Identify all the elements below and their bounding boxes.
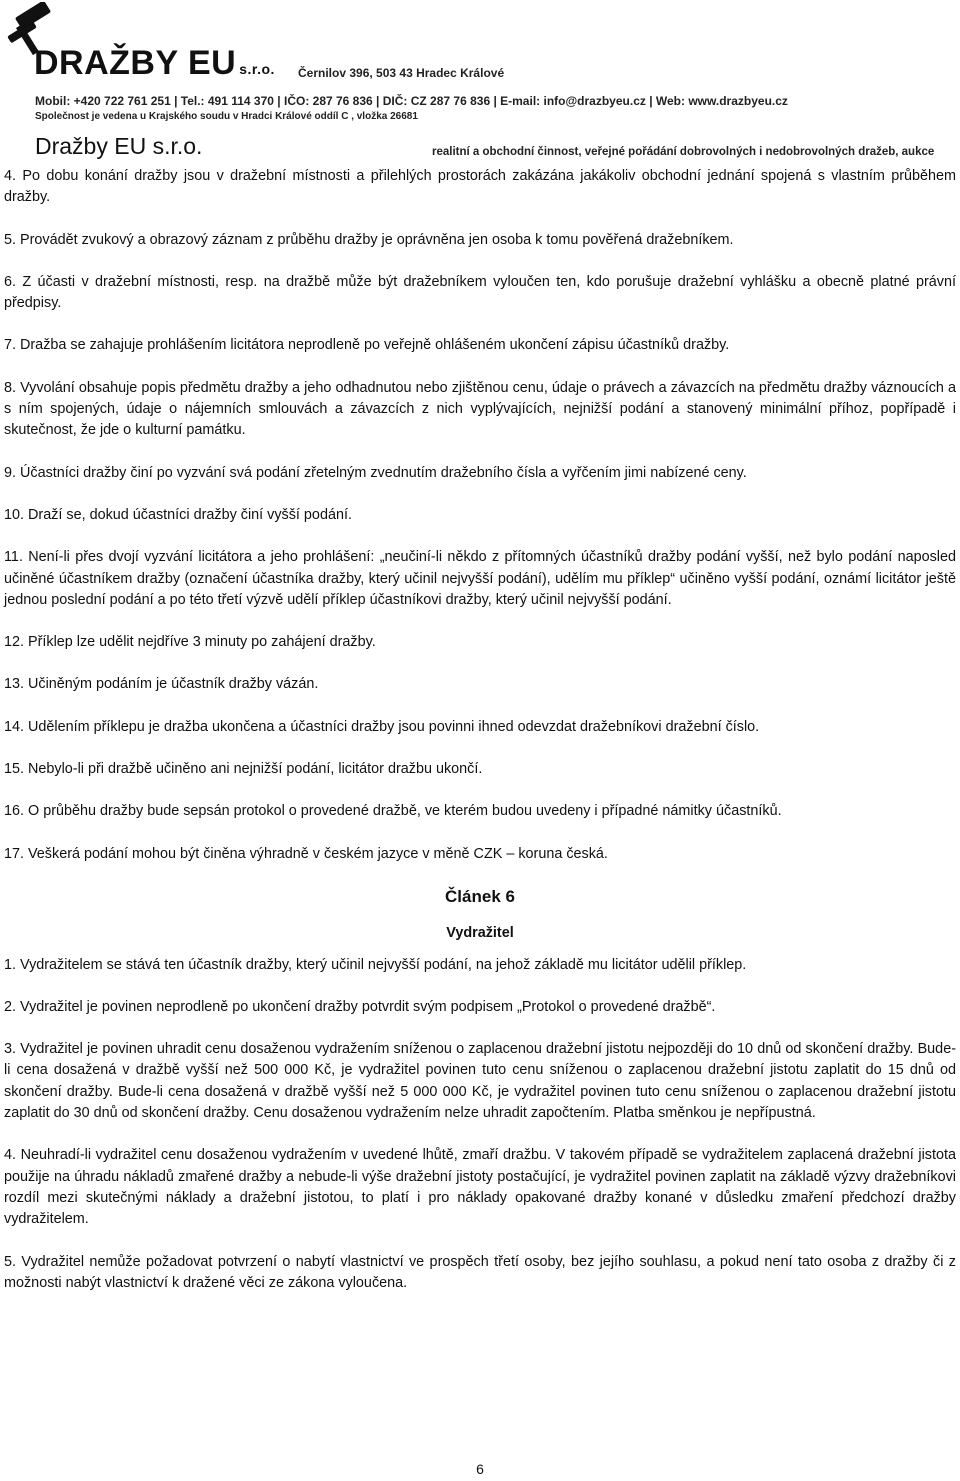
company-name: Dražby EU s.r.o.: [35, 133, 203, 159]
paragraph: 2. Vydražitel je povinen neprodleně po ukončení dražby potvrdit svým podpisem „Protokol o provedené dražbě“.: [4, 998, 716, 1015]
paragraph: 13. Učiněným podáním je účastník dražby vázán.: [4, 676, 319, 693]
paragraph: 10. Draží se, dokud účastníci dražby činí vyšší podání.: [4, 506, 352, 523]
company-address: Černilov 396, 503 43 Hradec Králové: [298, 66, 505, 80]
brand-logo: DRAŽBY EU s.r.o.: [34, 44, 275, 82]
paragraph: 9. Účastníci dražby činí po vyzvání svá podání zřetelným zvednutím dražebního čísla a vyřčením jimi nabízené ceny.: [4, 464, 747, 481]
paragraph: 7. Dražba se zahajuje prohlášením licitátora neprodleně po veřejně ohlášeném ukončení zápisu účastníků dražby.: [4, 337, 730, 354]
paragraph: 8. Vyvolání obsahuje popis předmětu dražby a jeho odhadnutou nebo zjištěnou cenu, údaje o právech a závazcích na předmětu dražby váznoucích a s ním spojených, údaje o nájemních smlouvách a závazcích z nich vyplývajících, nejnižší podání a stanovený minimální příhoz, popřípadě i skutečnost, že jde o kulturní památku.: [4, 379, 956, 439]
company-registry: Společnost je vedena u Krajského soudu v Hradci Králové oddíl C , vložka 26681: [35, 111, 418, 122]
paragraph: 1. Vydražitelem se stává ten účastník dražby, který učinil nejvyšší podání, na jehož základě mu licitátor udělil příklep.: [4, 956, 747, 973]
document-body: [4, 166, 956, 1315]
company-tagline: realitní a obchodní činnost, veřejné pořádání dobrovolných i nedobrovolných dražeb, aukce: [432, 146, 935, 158]
paragraph: 5. Vydražitel nemůže požadovat potvrzení o nabytí vlastnictví ve prospěch třetí osoby, bez jejího souhlasu, a pokud není tato osoba z dražby či z možnosti nabýt vlastnictví k dražené věci ze zákona vyloučena.: [4, 1253, 956, 1291]
article-subtitle: Vydražitel: [446, 925, 514, 942]
paragraph: 16. O průběhu dražby bude sepsán protokol o provedené dražbě, ve kterém budou uvedeny i případné námitky účastníků.: [4, 803, 782, 820]
paragraph: 17. Veškerá podání mohou být činěna výhradně v českém jazyce v měně CZK – koruna česká.: [4, 845, 608, 862]
paragraph: 5. Provádět zvukový a obrazový záznam z průběhu dražby je oprávněna jen osoba k tomu pověřená dražebníkem.: [4, 231, 734, 248]
paragraph: 4. Po dobu konání dražby jsou v dražební místnosti a přilehlých prostorách zakázána jakákoliv obchodní jednání spojená s vlastním průběhem dražby.: [4, 168, 956, 206]
company-contact: Mobil: +420 722 761 251 | Tel.: 491 114 370 | IČO: 287 76 836 | DIČ: CZ 287 76 836 | E-mail: info@drazbyeu.cz | Web: www.drazbyeu.cz: [35, 94, 788, 108]
paragraph: 14. Udělením příklepu je dražba ukončena a účastníci dražby jsou povinni ihned odevzdat dražebníkovi dražební číslo.: [4, 718, 760, 735]
paragraph: 12. Příklep lze udělit nejdříve 3 minuty po zahájení dražby.: [4, 634, 376, 651]
page-number: 6: [476, 1461, 484, 1477]
paragraph: 3. Vydražitel je povinen uhradit cenu dosaženou vydražením sníženou o zaplacenou dražební jistotu nejpozději do 10 dnů od skončení dražby. Bude-li cena dosažená v dražbě vyšší než 500 000 Kč, je vydražitel povinen tuto cenu sníženou o zaplacenou dražební jistotu zaplatit do 15 dnů od skončení dražby. Bude-li cena dosažená v dražbě vyšší než 5 000 000 Kč, je vydražitel povinen tuto cenu sníženou o zaplacenou dražební jistotu zaplatit do 30 dnů od skončení dražby. Cenu dosaženou vydražením nelze uhradit započtením. Platba směnkou je nepřípustná.: [4, 1041, 956, 1122]
paragraph: 4. Neuhradí-li vydražitel cenu dosaženou vydražením v uvedené lhůtě, zmaří dražbu. V takovém případě se vydražitelem zaplacená dražební jistota použije na úhradu nákladů zmařené dražby a nebude-li výše dražební jistoty postačující, je vydražitel povinen zaplatit na základě výzvy dražebníkovi rozdíl mezi skutečnými náklady a dražební jistotou, to platí i pro náklady opakované dražby konané v důsledku zmaření předchozí dražby vydražitelem.: [4, 1147, 956, 1228]
paragraph: 6. Z účasti v dražební místnosti, resp. na dražbě může být dražebníkem vyloučen ten, kdo porušuje dražební vyhlášku a obecně platné právní předpisy.: [4, 273, 956, 312]
paragraph: 11. Není-li přes dvojí vyzvání licitátora a jeho prohlášení: „neučiní-li někdo z přítomných účastníků dražby podání vyšší, než bylo podání naposled učiněné účastníkem dražby (označení účastníka dražby, který učinil nejvyšší podání), udělím mu příklep“ učiněno vyšší podání, oznámí licitátor ještě jednou poslední podání a po této třetí výzvě udělí příklep účastníkovi dražby, který učinil nejvyšší podání.: [4, 549, 956, 608]
article-title: Článek 6: [445, 886, 515, 906]
letterhead: [0, 0, 960, 165]
paragraph: 15. Nebylo-li při dražbě učiněno ani nejnižší podání, licitátor dražbu ukončí.: [4, 761, 483, 778]
